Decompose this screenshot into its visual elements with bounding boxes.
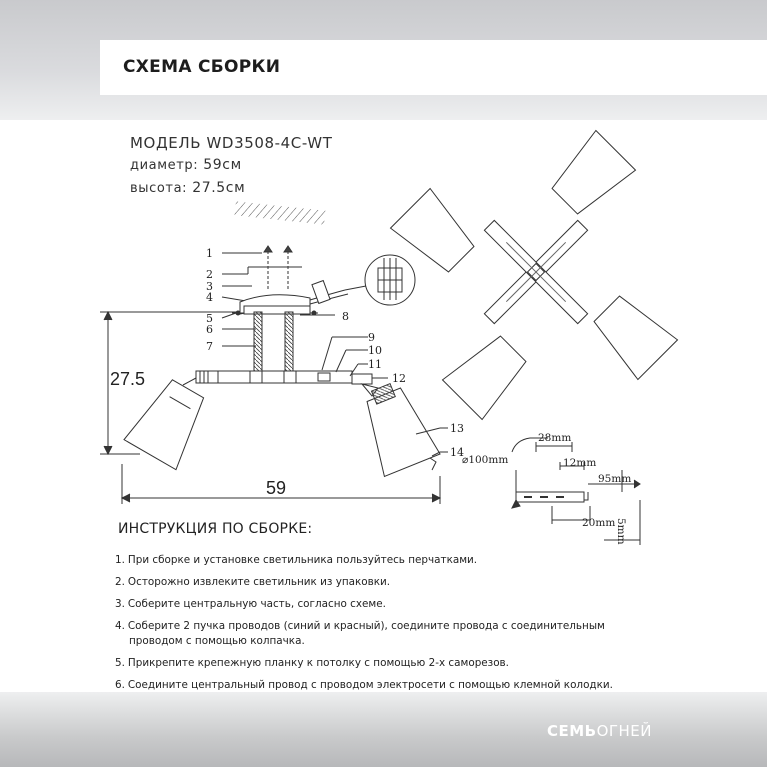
instruction-step: 1. При сборке и установке светильника пользуйтесь перчатками. — [115, 554, 478, 566]
height-dimension: 27.5 — [110, 369, 146, 389]
instruction-step: 5. Прикрепите крепежную планку к потолку с помощью 2-х саморезов. — [115, 657, 509, 669]
callout-9: 9 — [368, 331, 375, 344]
height-label: высота: — [130, 181, 188, 196]
model-label: МОДЕЛЬ — [130, 134, 202, 152]
callouts — [206, 247, 464, 459]
dim-100: ⌀100mm — [462, 454, 509, 466]
instruction-list — [115, 553, 685, 700]
callout-10: 10 — [368, 344, 382, 357]
callout-11: 11 — [368, 358, 382, 371]
callout-6: 6 — [206, 323, 213, 336]
callout-1: 1 — [206, 247, 213, 260]
callout-14: 14 — [450, 446, 464, 459]
ceiling-hatch — [235, 201, 326, 224]
dim-20: 20mm — [582, 517, 616, 529]
model-value: WD3508-4C-WT — [206, 134, 333, 152]
top-view — [391, 131, 678, 420]
callout-4: 4 — [206, 291, 213, 304]
callout-5: 5 — [206, 312, 213, 325]
plate-dimensions — [462, 432, 631, 545]
side-view — [100, 201, 448, 504]
page-title: СХЕМА СБОРКИ — [123, 57, 281, 77]
instructions-heading: ИНСТРУКЦИЯ ПО СБОРКЕ: — [118, 521, 313, 537]
instruction-step: 6. Соедините центральный провод с проводом электросети с помощью клемной колодки. — [115, 679, 613, 691]
callout-2: 2 — [206, 268, 213, 281]
callout-3: 3 — [206, 280, 213, 293]
callout-7: 7 — [206, 340, 213, 353]
callout-8: 8 — [342, 310, 349, 323]
instruction-step: 3. Соберите центральную часть, согласно схеме. — [115, 598, 386, 610]
instruction-step: 2. Осторожно извлеките светильник из упаковки. — [115, 576, 391, 588]
callout-13: 13 — [450, 422, 464, 435]
width-dimension: 59 — [266, 478, 287, 498]
instruction-step: 4. Соберите 2 пучка проводов (синий и красный), соедините провода с соединительным проводом с помощью колпачка. — [115, 620, 605, 647]
diameter-label: диаметр: — [130, 158, 199, 173]
dim-12: 12mm — [563, 457, 597, 469]
dim-5: 5mm — [615, 518, 627, 545]
dim-28: 28mm — [538, 432, 572, 444]
brand-logo: СЕМЬОГНЕЙ — [546, 722, 652, 740]
callout-12: 12 — [392, 372, 406, 385]
height-value: 27.5см — [192, 180, 246, 196]
dim-95: 95mm — [598, 473, 632, 485]
diameter-value: 59см — [203, 157, 242, 173]
